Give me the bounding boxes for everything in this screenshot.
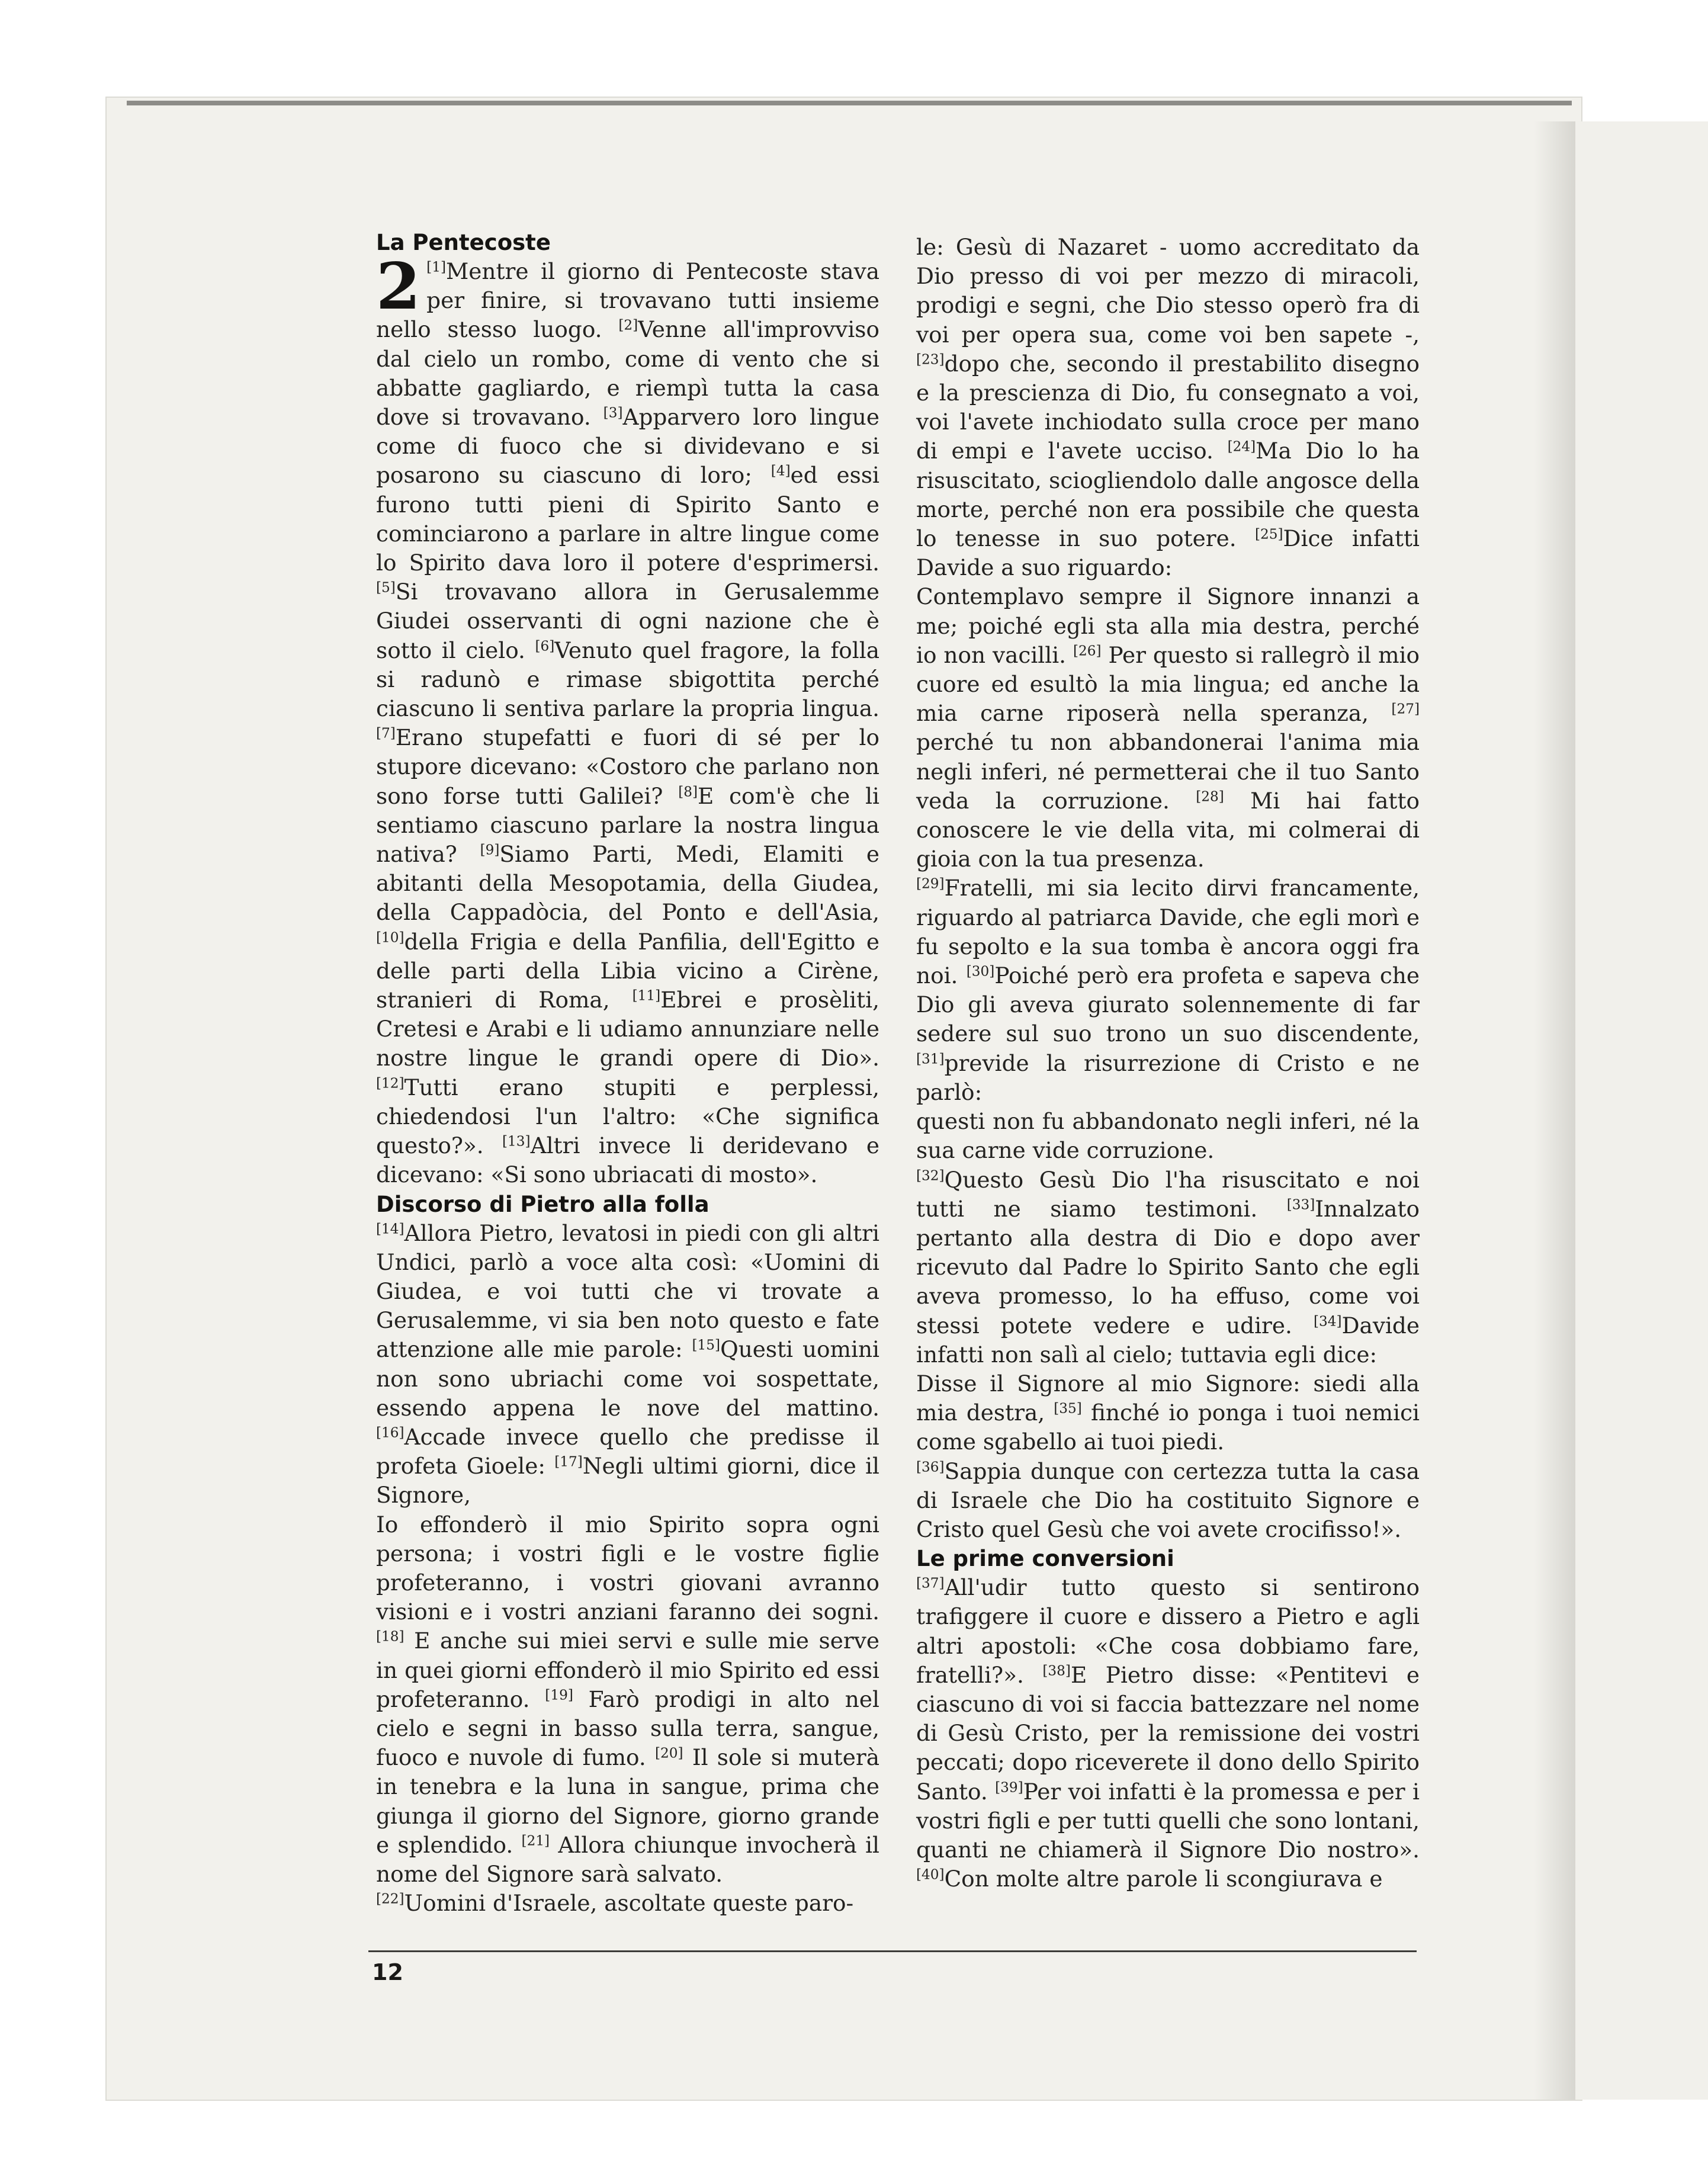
verse-text: della Frigia e della Panfilia, dell'Egitto e delle parti della Libia vicino a Cirène, stranieri di Roma, xyxy=(376,928,879,1013)
verse-number: [31] xyxy=(916,1050,945,1067)
verse-text: Venne all'improvviso dal cielo un rombo, come di vento che si abbatte gagliardo, e riempì tutta la casa dove si trovavano. xyxy=(376,316,880,431)
text-paragraph xyxy=(376,1510,879,1889)
verse-number: [30] xyxy=(966,963,995,980)
verse-number: [32] xyxy=(916,1167,945,1183)
text-paragraph xyxy=(916,233,1420,582)
text-paragraph xyxy=(916,1166,1420,1369)
verse-number: [20] xyxy=(655,1745,683,1761)
verse-text: dopo che, secondo il prestabilito disegno e la prescienza di Dio, fu consegnato a voi, voi l'avete inchiodato sulla croce per mano di empi e l'avete ucciso. xyxy=(916,350,1420,464)
verse-number: [33] xyxy=(1286,1196,1315,1212)
verse-text: Tutti erano stupiti e perplessi, chiedendosi l'un l'altro: «Che significa questo?». xyxy=(376,1074,879,1159)
verse-text: E Pietro disse: «Pentitevi e ciascuno di voi si faccia battezzare nel nome di Gesù Cristo, per la remissione dei vostri peccati; dopo riceverete il dono dello Spirito Santo. xyxy=(916,1661,1420,1805)
verse-text: Ma Dio lo ha risuscitato, sciogliendolo dalle angosce della morte, perché non era possibile che questa lo tenesse in suo potere. xyxy=(916,438,1420,552)
section-heading: Le prime conversioni xyxy=(916,1546,1174,1572)
verse-text: E anche sui miei servi e sulle mie serve in quei giorni effonderò il mio Spirito ed essi profeteranno. xyxy=(376,1628,879,1712)
verse-text: Il sole si muterà in tenebra e la luna in sangue, prima che giunga il giorno del Signore, giorno grande e splendido. xyxy=(376,1744,879,1858)
text-paragraph xyxy=(916,1573,1420,1894)
verse-number: [39] xyxy=(995,1779,1023,1795)
verse-number: [27] xyxy=(1391,701,1420,717)
verse-text: Altri invece li deridevano e dicevano: «Si sono ubriacati di mosto». xyxy=(376,1132,880,1188)
verse-number: [37] xyxy=(916,1575,945,1591)
verse-number: [18] xyxy=(376,1628,404,1645)
verse-text: Per voi infatti è la promessa e per i vostri figli e per tutti quelli che sono lontani, quanti ne chiamerà il Signore Dio nostro». xyxy=(916,1778,1420,1863)
section-heading: La Pentecoste xyxy=(376,230,551,255)
verse-text: All'udir tutto questo si sentirono trafiggere il cuore e dissero a Pietro e agli altri apostoli: «Che cosa dobbiamo fare, fratelli?». xyxy=(916,1574,1420,1688)
verse-number: [14] xyxy=(376,1220,404,1237)
verse-number: [13] xyxy=(502,1133,531,1150)
verse-number: [17] xyxy=(554,1453,583,1470)
verse-number: [12] xyxy=(376,1074,404,1091)
verse-text: Accade invece quello che predisse il profeta Gioele: xyxy=(376,1423,879,1480)
verse-number: [2] xyxy=(618,317,638,333)
verse-text: Allora chiunque invocherà il nome del Signore sarà salvato. xyxy=(376,1831,879,1887)
verse-number: [24] xyxy=(1227,438,1256,455)
page-top-edge xyxy=(127,101,1572,105)
verse-text: perché tu non abbandonerai l'anima mia negli inferi, né permetterai che il tuo Santo veda la corruzione. xyxy=(916,729,1420,814)
verse-text: Mentre il giorno di Pentecoste stava per finire, si trovavano tutti insieme nello stesso luogo. xyxy=(376,258,879,343)
verse-number: [8] xyxy=(678,783,698,800)
verse-number: [19] xyxy=(545,1687,573,1703)
facing-page-edge xyxy=(1575,121,1708,2100)
right-text-column xyxy=(916,233,1420,1894)
verse-text: Dice infatti Davide a suo riguardo: xyxy=(916,525,1420,581)
verse-number: [16] xyxy=(376,1424,404,1441)
verse-number: [10] xyxy=(376,929,404,945)
verse-text: Apparvero loro lingue come di fuoco che si dividevano e si posarono su ciascuno di loro; xyxy=(376,404,879,489)
verse-text: Ebrei e prosèliti, Cretesi e Arabi e li udiamo annunziare nelle nostre lingue le grandi opere di Dio». xyxy=(376,987,879,1071)
verse-number: [11] xyxy=(632,987,661,1004)
verse-text: Davide infatti non salì al cielo; tuttavia egli dice: xyxy=(916,1312,1420,1368)
binding-gutter xyxy=(1534,121,1575,2100)
verse-number: [40] xyxy=(916,1866,945,1883)
verse-number: [1] xyxy=(426,259,446,275)
verse-number: [35] xyxy=(1054,1400,1082,1417)
text-paragraph xyxy=(916,1457,1420,1545)
verse-number: [36] xyxy=(916,1458,945,1475)
text-paragraph xyxy=(376,249,880,1190)
verse-text: Disse il Signore al mio Signore: siedi alla mia destra, xyxy=(916,1370,1420,1426)
verse-text: ed essi furono tutti pieni di Spirito Santo e cominciarono a parlare in altre lingue come lo Spirito dava loro il potere d'esprimersi. xyxy=(376,462,879,576)
verse-number: [28] xyxy=(1196,788,1224,805)
text-paragraph xyxy=(916,582,1420,874)
verse-text: questi non fu abbandonato negli inferi, né la sua carne vide corruzione. xyxy=(916,1108,1420,1164)
verse-text: E com'è che li sentiamo ciascuno parlare la nostra lingua nativa? xyxy=(376,782,879,868)
verse-number: [9] xyxy=(480,842,500,858)
verse-number: [4] xyxy=(770,463,791,479)
verse-text: Contemplavo sempre il Signore innanzi a me; poiché egli sta alla mia destra, perché io non vacilli. xyxy=(916,583,1420,668)
verse-number: [34] xyxy=(1314,1312,1342,1329)
verse-number: [5] xyxy=(376,579,396,596)
verse-number: [15] xyxy=(692,1337,721,1353)
verse-text: Venuto quel fragore, la folla si radunò e rimase sbigottita perché ciascuno li sentiva parlare la propria lingua. xyxy=(376,637,880,722)
verse-text: Siamo Parti, Medi, Elamiti e abitanti della Mesopotamia, della Giudea, della Cappadòcia, del Ponto e dell'Asia, xyxy=(376,841,879,926)
verse-number: [38] xyxy=(1042,1663,1071,1679)
verse-text: Questi uomini non sono ubriachi come voi sospettate, essendo appena le nove del mattino. xyxy=(376,1336,879,1421)
text-paragraph xyxy=(376,1889,879,1918)
verse-text: Fratelli, mi sia lecito dirvi francamente, riguardo al patriarca Davide, che egli morì e fu sepolto e la sua tomba è ancora oggi fra noi. xyxy=(916,875,1420,989)
verse-number: [26] xyxy=(1073,643,1102,659)
verse-number: [29] xyxy=(916,875,945,892)
page-number: 12 xyxy=(372,1959,403,1985)
verse-number: [3] xyxy=(603,405,623,421)
verse-text: Poiché però era profeta e sapeva che Dio gli aveva giurato solennemente di far sedere sul suo trono un suo discendente, xyxy=(916,962,1420,1047)
text-paragraph xyxy=(916,1107,1420,1165)
footer-rule xyxy=(368,1950,1417,1952)
section-heading: Discorso di Pietro alla folla xyxy=(376,1191,709,1217)
verse-text: Si trovavano allora in Gerusalemme Giudei osservanti di ogni nazione che è sotto il cielo. xyxy=(376,579,879,663)
verse-text: Uomini d'Israele, ascoltate queste paro- xyxy=(404,1890,854,1917)
verse-number: [6] xyxy=(535,637,555,654)
verse-text: finché io ponga i tuoi nemici come sgabello ai tuoi piedi. xyxy=(916,1400,1420,1455)
verse-text: Con molte altre parole li scongiurava e xyxy=(944,1866,1383,1892)
verse-text: Mi hai fatto conoscere le vie della vita, mi colmerai di gioia con la tua presenza. xyxy=(916,787,1420,872)
verse-text: Sappia dunque con certezza tutta la casa di Israele che Dio ha costituito Signore e Cristo quel Gesù che voi avete crocifisso!». xyxy=(916,1458,1420,1542)
verse-number: [22] xyxy=(376,1891,404,1907)
verse-text: Erano stupefatti e fuori di sé per lo stupore dicevano: «Costoro che parlano non sono forse tutti Galilei? xyxy=(376,724,879,809)
verse-text: Farò prodigi in alto nel cielo e segni in basso sulla terra, sangue, fuoco e nuvole di fumo. xyxy=(376,1686,879,1771)
verse-number: [25] xyxy=(1254,526,1283,543)
verse-text: Per questo si rallegrò il mio cuore ed esultò la mia lingua; ed anche la mia carne riposerà nella speranza, xyxy=(916,641,1420,727)
verse-number: [7] xyxy=(376,725,396,742)
text-paragraph xyxy=(916,1369,1420,1457)
verse-text: previde la risurrezione di Cristo e ne parlò: xyxy=(916,1050,1420,1105)
verse-number: [21] xyxy=(521,1833,550,1849)
left-text-column xyxy=(376,228,879,1918)
verse-text: le: Gesù di Nazaret - uomo accreditato da Dio presso di voi per mezzo di miracoli, prodigi e segni, che Dio stesso operò fra di voi per opera sua, come voi ben sapete -, xyxy=(916,234,1420,348)
chapter-drop-cap: 2 xyxy=(376,249,421,324)
verse-text: Allora Pietro, levatosi in piedi con gli altri Undici, parlò a voce alta così: «Uomini di Giudea, e voi tutti che vi trovate a Gerusalemme, vi sia ben noto questo e fate attenzione alle mie parole: xyxy=(376,1220,879,1363)
verse-text: Questo Gesù Dio l'ha risuscitato e noi tutti ne siamo testimoni. xyxy=(916,1166,1420,1222)
verse-text: Io effonderò il mio Spirito sopra ogni persona; i vostri figli e le vostre figlie profeteranno, i vostri giovani avranno visioni e i vostri anziani faranno dei sogni. xyxy=(376,1511,879,1625)
verse-text: Innalzato pertanto alla destra di Dio e dopo aver ricevuto dal Padre lo Spirito Santo che egli aveva promesso, lo ha effuso, come voi stessi potete vedere e udire. xyxy=(916,1195,1420,1339)
verse-text: Negli ultimi giorni, dice il Signore, xyxy=(376,1453,879,1509)
text-paragraph xyxy=(916,874,1420,1107)
text-paragraph xyxy=(376,1219,879,1510)
verse-number: [23] xyxy=(916,351,945,368)
